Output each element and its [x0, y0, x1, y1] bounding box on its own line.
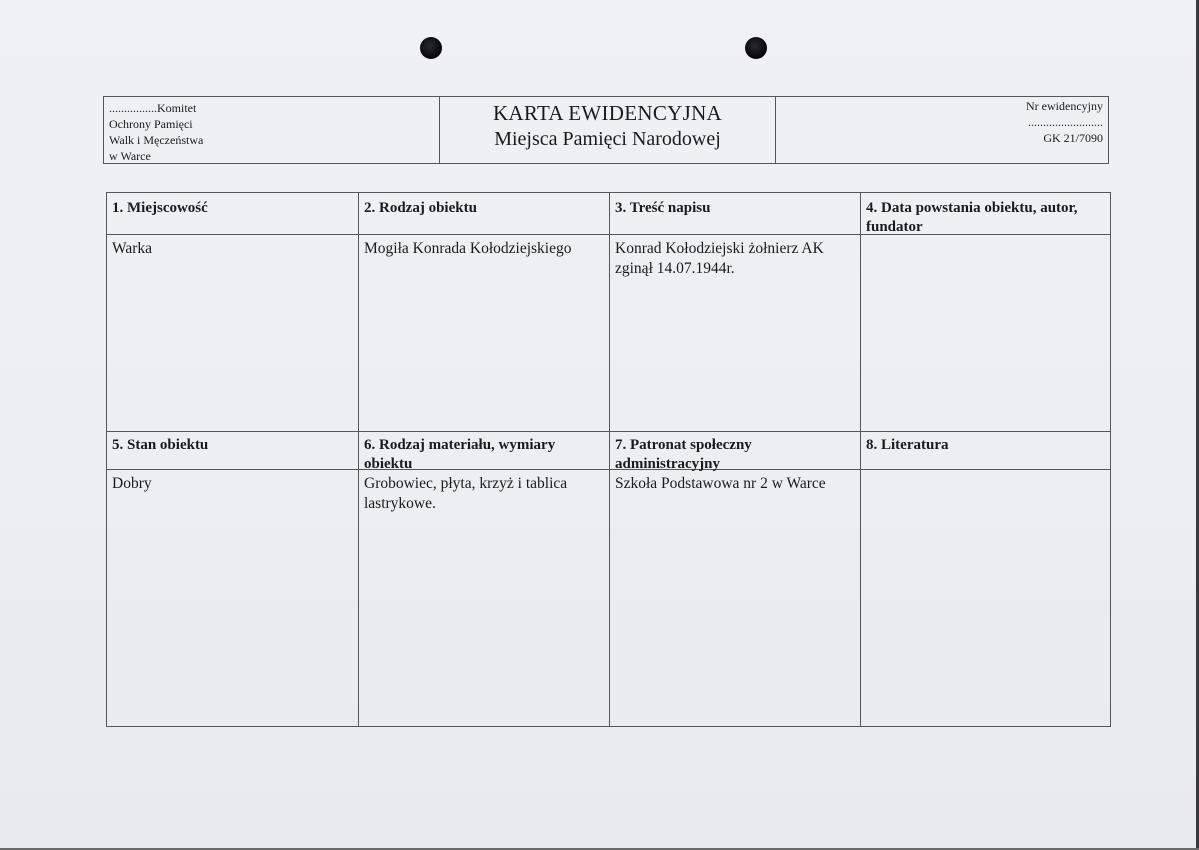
registry-number-dots: ......................... — [1028, 115, 1103, 129]
header-literature: 8. Literatura — [866, 437, 949, 453]
header-creation-date: 4. Data powstania obiektu, autor, fundator — [866, 200, 1078, 235]
registry-number-block — [776, 97, 1108, 163]
value-locality: Warka — [107, 235, 359, 431]
card-header — [103, 96, 1109, 164]
card-title: KARTA EWIDENCYJNA — [492, 101, 723, 125]
table-header-row — [107, 432, 1110, 470]
punch-hole-left — [420, 37, 442, 59]
record-table — [106, 192, 1111, 727]
header-locality: 1. Miejscowość — [107, 193, 359, 234]
table-row — [107, 235, 1110, 432]
punch-hole-right — [745, 37, 767, 59]
committee-line-2: Ochrony Pamięci — [109, 117, 193, 131]
committee-block — [104, 97, 440, 163]
value-creation-date — [861, 235, 1110, 431]
committee-line-3: Walk i Męczeństwa — [109, 133, 204, 147]
committee-line-4: w Warce — [109, 149, 151, 163]
table-row — [107, 470, 1110, 726]
value-literature — [861, 470, 1110, 726]
registry-number-value: GK 21/7090 — [1043, 131, 1103, 145]
committee-line-1: ................Komitet — [109, 101, 197, 115]
value-material: Grobowiec, płyta, krzyż i tablica lastrykowe. — [359, 470, 610, 726]
header-condition: 5. Stan obiektu — [107, 432, 359, 469]
header-patronage: 7. Patronat społeczny administracyjny — [610, 432, 861, 469]
value-condition: Dobry — [107, 470, 359, 726]
value-inscription: Konrad Kołodziejski żołnierz AK zginął 14.07.1944r. — [610, 235, 861, 431]
header-inscription: 3. Treść napisu — [610, 193, 861, 234]
registry-number-label: Nr ewidencyjny — [1026, 99, 1103, 113]
title-block — [440, 97, 776, 163]
value-patronage: Szkoła Podstawowa nr 2 w Warce — [610, 470, 861, 726]
header-material: 6. Rodzaj materiału, wymiary obiektu — [359, 432, 610, 469]
card-subtitle: Miejsca Pamięci Narodowej — [494, 128, 721, 150]
header-object-type: 2. Rodzaj obiektu — [359, 193, 610, 234]
value-object-type: Mogiła Konrada Kołodziejskiego — [359, 235, 610, 431]
table-header-row — [107, 193, 1110, 235]
